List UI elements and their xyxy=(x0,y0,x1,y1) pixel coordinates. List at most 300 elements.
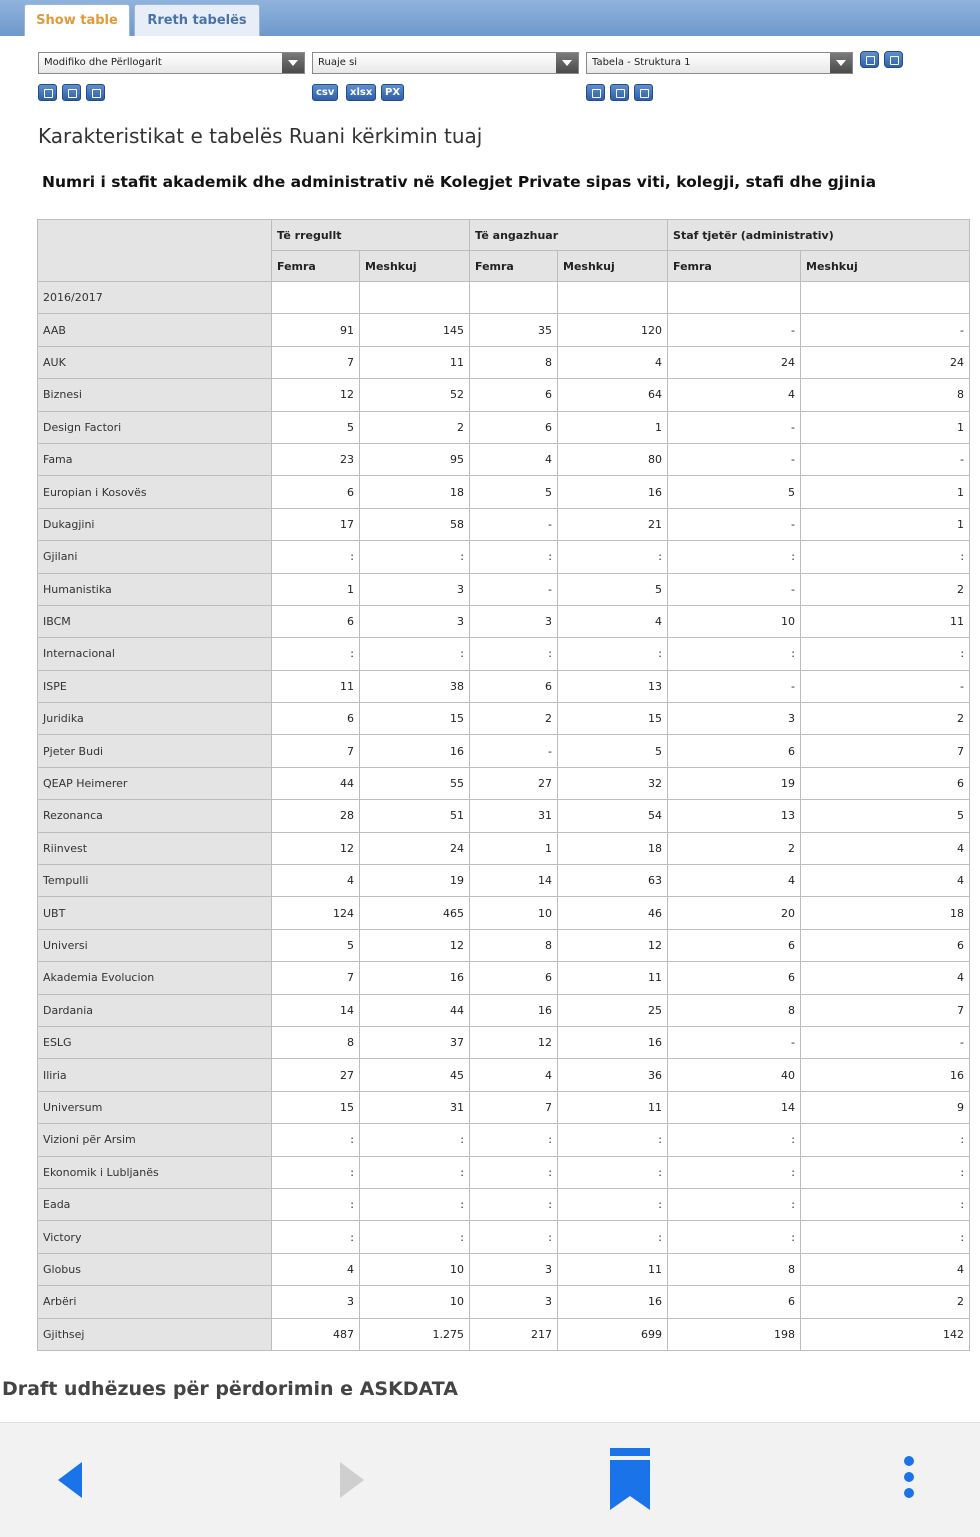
row-label: Internacional xyxy=(38,638,272,670)
table-cell: 16 xyxy=(360,962,470,994)
table-cell: 5 xyxy=(668,476,801,508)
table-cell: 145 xyxy=(360,314,470,346)
bookmark-icon[interactable] xyxy=(608,1448,652,1510)
table-title: Numri i stafit akademik dhe administrativ në Kolegjet Private sipas viti, kolegji, stafi dhe gjinia xyxy=(42,173,877,191)
table-cell: - xyxy=(668,508,801,540)
table-cell: 12 xyxy=(272,379,360,411)
table-row xyxy=(38,994,970,1026)
table-row xyxy=(38,962,970,994)
row-label: ISPE xyxy=(38,670,272,702)
table-row xyxy=(38,605,970,637)
column-header: Femra xyxy=(470,251,558,282)
table-cell: 5 xyxy=(558,573,668,605)
table-cell: : xyxy=(668,1156,801,1188)
row-label: Akademia Evolucion xyxy=(38,962,272,994)
table-cell xyxy=(470,282,558,314)
table-cell: : xyxy=(801,541,970,573)
table-row xyxy=(38,670,970,702)
row-label: Gjithsej xyxy=(38,1318,272,1350)
table-cell: : xyxy=(558,1156,668,1188)
table-row xyxy=(38,800,970,832)
sort-icon[interactable] xyxy=(86,84,105,101)
table-cell: 2 xyxy=(801,573,970,605)
row-label: Victory xyxy=(38,1221,272,1253)
table-cell: 6 xyxy=(470,670,558,702)
table-row xyxy=(38,1221,970,1253)
table-cell: 3 xyxy=(272,1286,360,1318)
table-cell: : xyxy=(801,1188,970,1220)
table-cell: : xyxy=(668,541,801,573)
table-cell xyxy=(668,282,801,314)
table-row xyxy=(38,1091,970,1123)
table-cell: 8 xyxy=(668,994,801,1026)
table-cell: 1.275 xyxy=(360,1318,470,1350)
table-cell: 14 xyxy=(470,865,558,897)
table-cell: - xyxy=(801,1026,970,1058)
row-label: Gjilani xyxy=(38,541,272,573)
table-cell: 6 xyxy=(470,411,558,443)
table-cell: 5 xyxy=(470,476,558,508)
table-row xyxy=(38,573,970,605)
table-cell: - xyxy=(668,411,801,443)
table-cell: 7 xyxy=(272,735,360,767)
table-cell: : xyxy=(272,1188,360,1220)
table-cell: 217 xyxy=(470,1318,558,1350)
table-cell: : xyxy=(668,638,801,670)
table-cell: : xyxy=(558,638,668,670)
year-label: 2016/2017 xyxy=(38,282,272,314)
table-cell: : xyxy=(470,1156,558,1188)
table-cell: 4 xyxy=(801,865,970,897)
table-cell: 6 xyxy=(668,735,801,767)
table-row xyxy=(38,379,970,411)
table-cell: : xyxy=(801,1124,970,1156)
table-cell: 14 xyxy=(272,994,360,1026)
table-cell: 1 xyxy=(558,411,668,443)
row-label: Europian i Kosovës xyxy=(38,476,272,508)
table-cell: 11 xyxy=(558,962,668,994)
table-cell xyxy=(360,282,470,314)
table-cell: 124 xyxy=(272,897,360,929)
save-as-select-label: Ruaje si xyxy=(318,57,358,68)
table-cell: 13 xyxy=(558,670,668,702)
info-icon[interactable] xyxy=(860,51,879,68)
table-cell: 8 xyxy=(470,929,558,961)
table-row xyxy=(38,314,970,346)
group-header: Staf tjetër (administrativ) xyxy=(668,220,970,251)
row-label: QEAP Heimerer xyxy=(38,767,272,799)
table-cell: 63 xyxy=(558,865,668,897)
table-cell: 38 xyxy=(360,670,470,702)
table-cell: - xyxy=(801,443,970,475)
table-layout-select-label: Tabela - Struktura 1 xyxy=(592,57,691,68)
table-cell: - xyxy=(668,443,801,475)
table-row xyxy=(38,541,970,573)
table-cell: 4 xyxy=(801,832,970,864)
table-cell: 3 xyxy=(360,573,470,605)
row-label: AAB xyxy=(38,314,272,346)
table-cell: 58 xyxy=(360,508,470,540)
table-row xyxy=(38,346,970,378)
row-label: IBCM xyxy=(38,605,272,637)
table-row xyxy=(38,929,970,961)
data-table xyxy=(37,219,970,1351)
browser-bottom-bar xyxy=(0,1422,980,1537)
table-cell: 6 xyxy=(668,1286,801,1318)
table-cell: : xyxy=(470,1124,558,1156)
table-cell: 24 xyxy=(668,346,801,378)
table-cell: : xyxy=(360,1221,470,1253)
table-cell: 28 xyxy=(272,800,360,832)
table-cell: 18 xyxy=(360,476,470,508)
table-cell xyxy=(558,282,668,314)
table-cell: 4 xyxy=(272,1253,360,1285)
column-header: Femra xyxy=(272,251,360,282)
export-csv-button[interactable]: csv xyxy=(312,84,338,101)
table-cell: 25 xyxy=(558,994,668,1026)
table-cell: 5 xyxy=(272,929,360,961)
tab-show-table[interactable]: Show table xyxy=(24,4,130,36)
row-label: Dardania xyxy=(38,994,272,1026)
table-cell: 37 xyxy=(360,1026,470,1058)
back-arrow-icon[interactable] xyxy=(58,1462,82,1498)
table-row xyxy=(38,1156,970,1188)
table-cell: 55 xyxy=(360,767,470,799)
group-header: Të angazhuar xyxy=(470,220,668,251)
table-cell: 16 xyxy=(558,476,668,508)
table-cell: 1 xyxy=(470,832,558,864)
table-cell: 2 xyxy=(801,703,970,735)
table-cell: 16 xyxy=(470,994,558,1026)
table-cell: 35 xyxy=(470,314,558,346)
table-cell: 1 xyxy=(272,573,360,605)
row-label: Universum xyxy=(38,1091,272,1123)
table-cell: 6 xyxy=(801,929,970,961)
table-cell: 12 xyxy=(470,1026,558,1058)
table-cell: 7 xyxy=(801,735,970,767)
table-cell: : xyxy=(668,1188,801,1220)
table-cell: 40 xyxy=(668,1059,801,1091)
table-row xyxy=(38,443,970,475)
table-cell: 45 xyxy=(360,1059,470,1091)
table-cell: 9 xyxy=(801,1091,970,1123)
pivot-icon[interactable] xyxy=(38,84,57,101)
table-cell: 3 xyxy=(470,605,558,637)
table-cell: 4 xyxy=(801,962,970,994)
table-cell: 2 xyxy=(801,1286,970,1318)
table-cell: : xyxy=(470,638,558,670)
table-cell: 11 xyxy=(272,670,360,702)
table-row xyxy=(38,411,970,443)
map-view-icon[interactable] xyxy=(610,84,629,101)
table-cell: : xyxy=(801,638,970,670)
table-cell: 7 xyxy=(272,346,360,378)
rotate-icon[interactable] xyxy=(62,84,81,101)
table-cell: 20 xyxy=(668,897,801,929)
table-cell: : xyxy=(272,1156,360,1188)
column-header: Meshkuj xyxy=(360,251,470,282)
row-label: Tempulli xyxy=(38,865,272,897)
table-cell xyxy=(272,282,360,314)
column-header: Meshkuj xyxy=(801,251,970,282)
table-cell: 6 xyxy=(801,767,970,799)
table-cell: 3 xyxy=(360,605,470,637)
table-cell: 4 xyxy=(470,443,558,475)
table-row xyxy=(38,735,970,767)
table-cell: 31 xyxy=(360,1091,470,1123)
row-label: Fama xyxy=(38,443,272,475)
table-cell: - xyxy=(668,670,801,702)
table-cell: 16 xyxy=(558,1026,668,1058)
table-cell: : xyxy=(558,541,668,573)
table-cell: : xyxy=(558,1124,668,1156)
table-cell: 23 xyxy=(272,443,360,475)
table-cell: 142 xyxy=(801,1318,970,1350)
table-row xyxy=(38,767,970,799)
row-label: Ekonomik i Lubljanës xyxy=(38,1156,272,1188)
table-cell: 11 xyxy=(558,1253,668,1285)
table-cell: 15 xyxy=(558,703,668,735)
table-cell: 12 xyxy=(272,832,360,864)
table-row xyxy=(38,703,970,735)
table-cell: 1 xyxy=(801,411,970,443)
row-label: Pjeter Budi xyxy=(38,735,272,767)
table-cell: 4 xyxy=(668,379,801,411)
table-cell: : xyxy=(360,1188,470,1220)
table-cell: - xyxy=(801,670,970,702)
row-label: Arbëri xyxy=(38,1286,272,1318)
table-cell: 6 xyxy=(272,476,360,508)
tab-about-table[interactable]: Rreth tabelës xyxy=(134,4,260,36)
table-cell: 7 xyxy=(801,994,970,1026)
table-cell: 14 xyxy=(668,1091,801,1123)
table-row xyxy=(38,897,970,929)
table-row xyxy=(38,1026,970,1058)
table-cell: 4 xyxy=(558,605,668,637)
table-cell: 46 xyxy=(558,897,668,929)
table-cell: 16 xyxy=(360,735,470,767)
column-header: Meshkuj xyxy=(558,251,668,282)
table-cell: 17 xyxy=(272,508,360,540)
table-cell: 6 xyxy=(272,703,360,735)
table-cell: : xyxy=(272,1221,360,1253)
table-cell: 18 xyxy=(801,897,970,929)
table-cell: 7 xyxy=(470,1091,558,1123)
table-cell: 5 xyxy=(558,735,668,767)
table-cell: : xyxy=(558,1188,668,1220)
table-cell: 31 xyxy=(470,800,558,832)
table-cell: 16 xyxy=(558,1286,668,1318)
table-characteristics-title: Karakteristikat e tabelës Ruani kërkimin tuaj xyxy=(38,124,483,148)
modify-calculate-select-label: Modifiko dhe Përllogarit xyxy=(44,57,162,68)
table-cell: : xyxy=(470,1221,558,1253)
table-cell: : xyxy=(668,1124,801,1156)
table-cell: 64 xyxy=(558,379,668,411)
table-cell: 44 xyxy=(272,767,360,799)
table-cell: : xyxy=(272,1124,360,1156)
table-cell: 91 xyxy=(272,314,360,346)
table-cell: 11 xyxy=(558,1091,668,1123)
table-row xyxy=(38,476,970,508)
row-label: Rezonanca xyxy=(38,800,272,832)
table-cell: 3 xyxy=(470,1286,558,1318)
table-cell: 4 xyxy=(558,346,668,378)
row-label: Biznesi xyxy=(38,379,272,411)
column-header: Femra xyxy=(668,251,801,282)
row-label: Globus xyxy=(38,1253,272,1285)
table-row xyxy=(38,508,970,540)
table-cell: 699 xyxy=(558,1318,668,1350)
table-cell: 36 xyxy=(558,1059,668,1091)
table-cell: 18 xyxy=(558,832,668,864)
row-label: AUK xyxy=(38,346,272,378)
export-px-button[interactable]: PX xyxy=(381,84,404,101)
table-cell: 4 xyxy=(801,1253,970,1285)
table-row xyxy=(38,1188,970,1220)
table-row xyxy=(38,1253,970,1285)
settings-icon[interactable] xyxy=(884,51,903,68)
table-cell: 80 xyxy=(558,443,668,475)
table-cell: 24 xyxy=(801,346,970,378)
table-cell: - xyxy=(470,735,558,767)
table-row xyxy=(38,865,970,897)
table-cell: 8 xyxy=(272,1026,360,1058)
table-cell: - xyxy=(801,314,970,346)
row-label: ESLG xyxy=(38,1026,272,1058)
table-cell: 465 xyxy=(360,897,470,929)
table-cell: : xyxy=(801,1221,970,1253)
table-cell: 120 xyxy=(558,314,668,346)
table-cell: 10 xyxy=(668,605,801,637)
table-cell: 12 xyxy=(360,929,470,961)
table-cell: 51 xyxy=(360,800,470,832)
table-cell: 11 xyxy=(801,605,970,637)
row-label: Design Factori xyxy=(38,411,272,443)
table-row xyxy=(38,1059,970,1091)
table-cell: 487 xyxy=(272,1318,360,1350)
table-cell: 13 xyxy=(668,800,801,832)
table-cell: 1 xyxy=(801,508,970,540)
table-cell: 7 xyxy=(272,962,360,994)
table-cell: 6 xyxy=(668,962,801,994)
table-cell xyxy=(801,282,970,314)
year-row xyxy=(38,282,970,314)
row-label: Eada xyxy=(38,1188,272,1220)
chevron-down-icon xyxy=(830,53,852,73)
row-label: Dukagjini xyxy=(38,508,272,540)
table-cell: 8 xyxy=(668,1253,801,1285)
modify-calculate-select[interactable] xyxy=(38,52,305,74)
table-cell: 10 xyxy=(470,897,558,929)
table-cell: 2 xyxy=(360,411,470,443)
table-cell: : xyxy=(668,1221,801,1253)
table-cell: : xyxy=(360,1124,470,1156)
table-cell: 19 xyxy=(360,865,470,897)
table-cell: 44 xyxy=(360,994,470,1026)
forward-arrow-icon[interactable] xyxy=(340,1462,364,1498)
table-cell: 198 xyxy=(668,1318,801,1350)
table-cell: 4 xyxy=(470,1059,558,1091)
table-row xyxy=(38,832,970,864)
table-cell: - xyxy=(470,573,558,605)
row-label: Riinvest xyxy=(38,832,272,864)
chart-view-icon[interactable] xyxy=(634,84,653,101)
table-cell: 54 xyxy=(558,800,668,832)
table-cell: 6 xyxy=(470,962,558,994)
table-cell: 3 xyxy=(470,1253,558,1285)
table-row xyxy=(38,1286,970,1318)
tab-bar xyxy=(0,0,980,36)
table-cell: 6 xyxy=(668,929,801,961)
more-vert-icon[interactable] xyxy=(902,1456,916,1506)
table-cell: : xyxy=(360,1156,470,1188)
table-cell: 10 xyxy=(360,1286,470,1318)
table-cell: 2 xyxy=(668,832,801,864)
table-cell: 6 xyxy=(272,605,360,637)
chevron-down-icon xyxy=(556,53,578,73)
table-cell: 2 xyxy=(470,703,558,735)
table-cell: 11 xyxy=(360,346,470,378)
table-view-icon[interactable] xyxy=(586,84,605,101)
table-cell: : xyxy=(360,541,470,573)
row-label: Vizioni për Arsim xyxy=(38,1124,272,1156)
row-label: Juridika xyxy=(38,703,272,735)
row-label: Iliria xyxy=(38,1059,272,1091)
table-cell: - xyxy=(668,314,801,346)
table-row xyxy=(38,1318,970,1350)
export-xlsx-button[interactable]: xlsx xyxy=(346,84,376,101)
table-layout-select[interactable] xyxy=(586,52,853,74)
table-cell: 27 xyxy=(272,1059,360,1091)
table-cell: 4 xyxy=(668,865,801,897)
table-cell: 32 xyxy=(558,767,668,799)
chevron-down-icon xyxy=(282,53,304,73)
save-as-select[interactable] xyxy=(312,52,579,74)
table-cell: : xyxy=(360,638,470,670)
stub-header xyxy=(38,220,272,282)
table-cell: : xyxy=(470,1188,558,1220)
footer-title: Draft udhëzues për përdorimin e ASKDATA xyxy=(2,1378,458,1400)
table-cell: 6 xyxy=(470,379,558,411)
table-cell: : xyxy=(558,1221,668,1253)
row-label: Humanistika xyxy=(38,573,272,605)
table-row xyxy=(38,638,970,670)
table-cell: - xyxy=(668,573,801,605)
row-label: Universi xyxy=(38,929,272,961)
table-cell: 5 xyxy=(801,800,970,832)
table-cell: : xyxy=(470,541,558,573)
row-label: UBT xyxy=(38,897,272,929)
table-cell: 27 xyxy=(470,767,558,799)
table-row xyxy=(38,1124,970,1156)
table-cell: 15 xyxy=(272,1091,360,1123)
table-cell: 3 xyxy=(668,703,801,735)
table-cell: 19 xyxy=(668,767,801,799)
table-cell: 95 xyxy=(360,443,470,475)
table-cell: - xyxy=(668,1026,801,1058)
group-header: Të rregullt xyxy=(272,220,470,251)
table-cell: 5 xyxy=(272,411,360,443)
table-cell: - xyxy=(470,508,558,540)
table-cell: 8 xyxy=(801,379,970,411)
table-cell: : xyxy=(272,541,360,573)
table-cell: 8 xyxy=(470,346,558,378)
table-cell: 1 xyxy=(801,476,970,508)
table-cell: : xyxy=(801,1156,970,1188)
table-cell: 52 xyxy=(360,379,470,411)
table-cell: 21 xyxy=(558,508,668,540)
table-cell: 24 xyxy=(360,832,470,864)
